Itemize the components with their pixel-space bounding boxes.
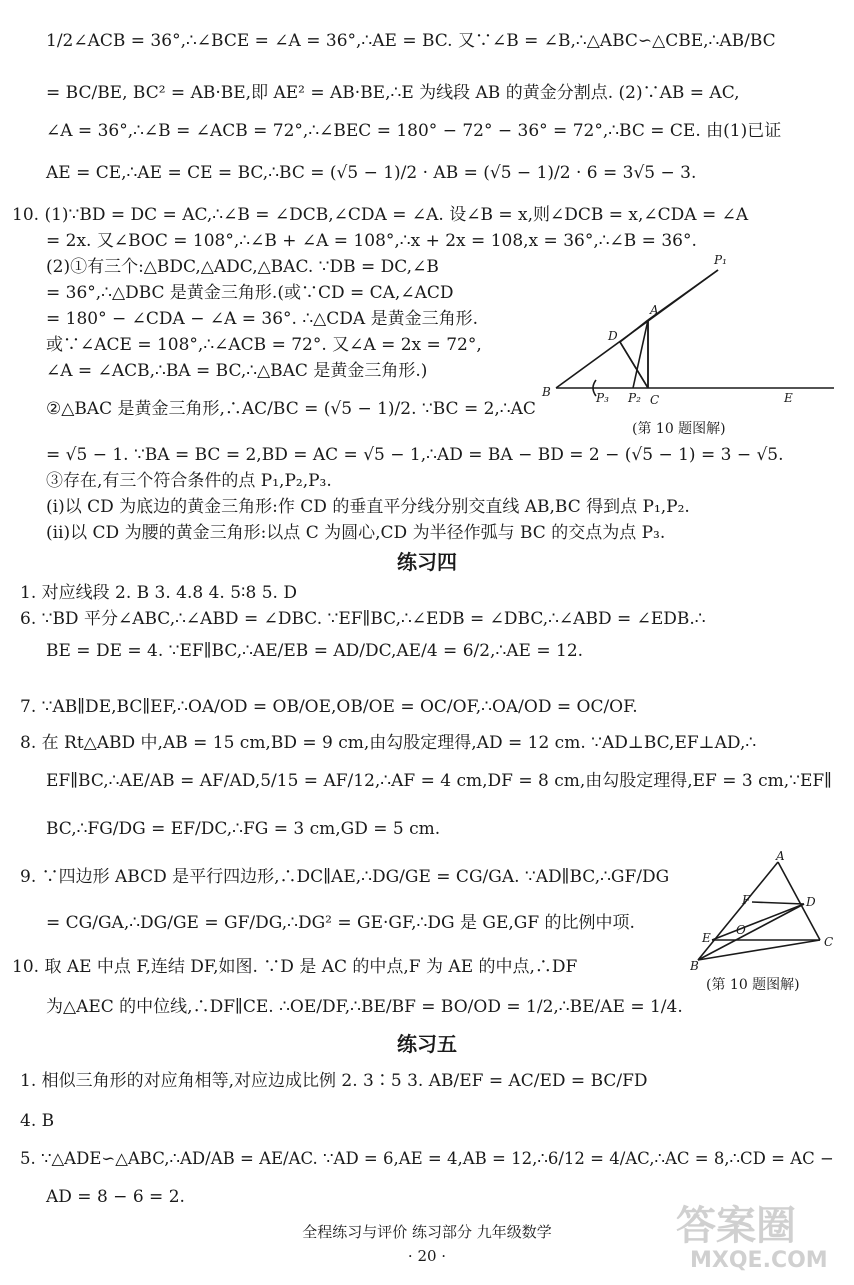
label-e: E xyxy=(784,391,793,405)
figure-triangle-midpoint-svg xyxy=(690,848,840,972)
figure-caption-2: (第 10 题图解) xyxy=(706,977,800,993)
text-line: AE = CE,∴AE = CE = BC,∴BC = (√5 − 1)/2 · AB = (√5 − 1)/2 · 6 = 3√5 − 3. xyxy=(46,163,697,183)
label-c2: C xyxy=(824,935,834,949)
footer-page-number: · 20 · xyxy=(407,1247,447,1265)
watermark-site: MXQE.COM xyxy=(690,1248,828,1273)
text-line: 为△AEC 的中位线,∴DF∥CE. ∴OE/DF,∴BE/BF = BO/OD = 1/2,∴BE/AE = 1/4. xyxy=(46,997,683,1017)
text-line: 10. 取 AE 中点 F,连结 DF,如图. ∵D 是 AC 的中点,F 为 AE 的中点,∴DF xyxy=(12,957,578,977)
text-line: (2)①有三个:△BDC,△ADC,△BAC. ∵DB = DC,∠B xyxy=(46,257,439,277)
text-line: = 180° − ∠CDA − ∠A = 36°. ∴△CDA 是黄金三角形. xyxy=(46,309,478,329)
text-line: 1/2∠ACB = 36°,∴∠BCE = ∠A = 36°,∴AE = BC. 又∵∠B = ∠B,∴△ABC∽△CBE,∴AB/BC xyxy=(46,31,776,51)
label-c: C xyxy=(650,393,660,407)
watermark-logo: 答案圈 xyxy=(676,1203,796,1249)
label-a2: A xyxy=(776,849,785,863)
label-e2: E xyxy=(702,931,711,945)
section-title-exercise-5: 练习五 xyxy=(397,1032,457,1056)
text-line: 8. 在 Rt△ABD 中,AB = 15 cm,BD = 9 cm,由勾股定理得,AD = 12 cm. ∵AD⊥BC,EF⊥AD,∴ xyxy=(20,733,757,753)
text-line: ∠A = 36°,∴∠B = ∠ACB = 72°,∴∠BEC = 180° − 72° − 36° = 72°,∴BC = CE. 由(1)已证 xyxy=(46,121,782,141)
text-line: 9. ∵四边形 ABCD 是平行四边形,∴DC∥AE,∴DG/GE = CG/GA. ∵AD∥BC,∴GF/DG xyxy=(20,867,670,887)
text-line: BC,∴FG/DG = EF/DC,∴FG = 3 cm,GD = 5 cm. xyxy=(46,819,441,839)
text-line: ∠A = ∠ACB,∴BA = BC,∴△BAC 是黄金三角形.) xyxy=(46,361,428,381)
text-line: = CG/GA,∴DG/GE = GF/DG,∴DG² = GE·GF,∴DG 是 GE,GF 的比例中项. xyxy=(46,913,635,933)
section-title-exercise-4: 练习四 xyxy=(397,550,457,574)
label-d2: D xyxy=(806,895,816,909)
text-line: 6. ∵BD 平分∠ABC,∴∠ABD = ∠DBC. ∵EF∥BC,∴∠EDB = ∠DBC,∴∠ABD = ∠EDB.∴ xyxy=(20,609,706,629)
text-line: 1. 对应线段 2. B 3. 4.8 4. 5∶8 5. D xyxy=(20,583,297,603)
text-line: 10. (1)∵BD = DC = AC,∴∠B = ∠DCB,∠CDA = ∠A. 设∠B = x,则∠DCB = x,∠CDA = ∠A xyxy=(12,205,749,225)
text-line: = 2x. 又∠BOC = 108°,∴∠B + ∠A = 108°,∴x + 2x = 108,x = 36°,∴∠B = 36°. xyxy=(46,231,697,251)
label-b2: B xyxy=(690,959,699,972)
label-p2: P₂ xyxy=(628,391,641,405)
text-line: (ⅰ)以 CD 为底边的黄金三角形:作 CD 的垂直平分线分别交直线 AB,BC 得到点 P₁,P₂. xyxy=(46,497,690,517)
label-o2: O xyxy=(736,923,746,937)
label-a: A xyxy=(650,303,659,317)
text-line: = BC/BE, BC² = AB·BE,即 AE² = AB·BE,∴E 为线段 AB 的黄金分割点. (2)∵AB = AC, xyxy=(46,83,740,103)
text-line: = 36°,∴△DBC 是黄金三角形.(或∵CD = CA,∠ACD xyxy=(46,283,454,303)
text-line: 或∵∠ACE = 108°,∴∠ACB = 72°. 又∠A = 2x = 72°, xyxy=(46,335,482,355)
text-line: ③存在,有三个符合条件的点 P₁,P₂,P₃. xyxy=(46,471,332,491)
text-line: (ⅱ)以 CD 为腰的黄金三角形:以点 C 为圆心,CD 为半径作弧与 BC 的交点为点 P₃. xyxy=(46,523,666,543)
label-f2: F xyxy=(742,893,751,907)
label-p1: P₁ xyxy=(714,253,727,267)
text-line: 4. B xyxy=(20,1111,55,1131)
text-line: 5. ∵△ADE∽△ABC,∴AD/AB = AE/AC. ∵AD = 6,AE = 4,AB = 12,∴6/12 = 4/AC,∴AC = 8,∴CD = AC − xyxy=(20,1149,834,1168)
label-b: B xyxy=(542,385,551,399)
text-line: ②△BAC 是黄金三角形,∴AC/BC = (√5 − 1)/2. ∵BC = 2,∴AC xyxy=(46,399,536,419)
text-line: EF∥BC,∴AE/AB = AF/AD,5/15 = AF/12,∴AF = 4 cm,DF = 8 cm,由勾股定理得,EF = 3 cm,∵EF∥ xyxy=(46,771,833,791)
footer-book-title: 全程练习与评价 练习部分 九年级数学 xyxy=(302,1223,552,1241)
label-d: D xyxy=(608,329,618,343)
figure-triangle-midpoint xyxy=(690,848,840,972)
text-line: 7. ∵AB∥DE,BC∥EF,∴OA/OD = OB/OE,OB/OE = OC/OF,∴OA/OD = OC/OF. xyxy=(20,697,638,717)
text-line: 1. 相似三角形的对应角相等,对应边成比例 2. 3∶5 3. AB/EF = AC/ED = BC/FD xyxy=(20,1071,648,1091)
text-line: AD = 8 − 6 = 2. xyxy=(46,1187,185,1207)
figure-caption-1: (第 10 题图解) xyxy=(632,421,726,437)
label-p3: P₃ xyxy=(596,391,609,405)
text-line: BE = DE = 4. ∵EF∥BC,∴AE/EB = AD/DC,AE/4 = 6/2,∴AE = 12. xyxy=(46,641,584,661)
text-line: = √5 − 1. ∵BA = BC = 2,BD = AC = √5 − 1,∴AD = BA − BD = 2 − (√5 − 1) = 3 − √5. xyxy=(46,445,784,465)
figure-golden-triangle-svg xyxy=(538,252,838,412)
figure-golden-triangle xyxy=(538,252,838,412)
